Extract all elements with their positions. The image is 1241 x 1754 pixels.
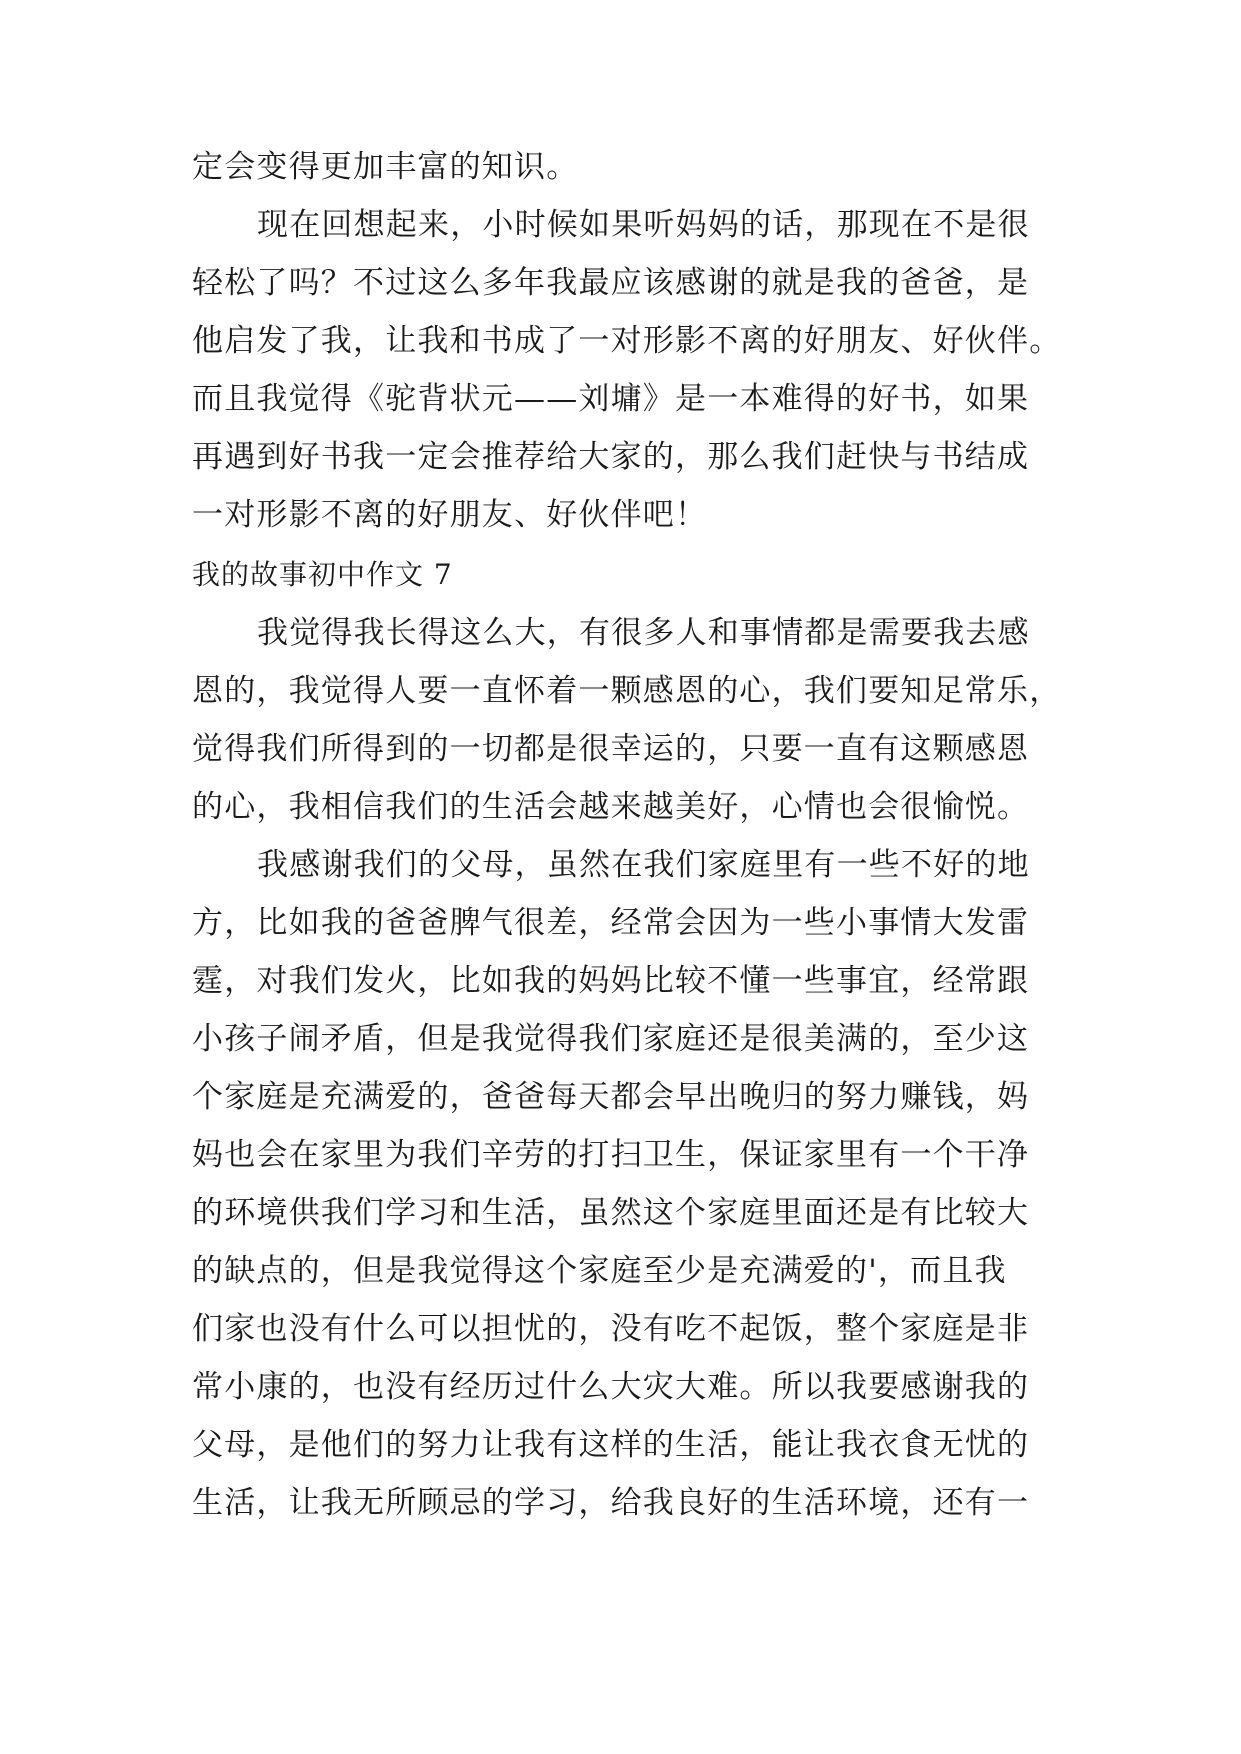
text-line: 们家也没有什么可以担忧的，没有吃不起饭，整个家庭是非 [192,1311,1030,1347]
text-line: 妈也会在家里为我们辛劳的打扫卫生，保证家里有一个干净 [192,1137,1030,1173]
text-line: 方，比如我的爸爸脾气很差，经常会因为一些小事情大发雷 [192,905,1030,941]
text-line: 一对形影不离的好朋友、好伙伴吧！ [192,497,708,533]
text-line: 霆，对我们发火，比如我的妈妈比较不懂一些事宜，经常跟 [192,963,1030,999]
text-line: 的缺点的，但是我觉得这个家庭至少是充满爱的'，而且我 [192,1253,1007,1289]
text-line: 现在回想起来，小时候如果听妈妈的话，那现在不是很 [257,207,1030,243]
text-line: 再遇到好书我一定会推荐给大家的，那么我们赶快与书结成 [192,439,1030,475]
text-line: 轻松了吗？不过这么多年我最应该感谢的就是我的爸爸，是 [192,265,1030,301]
text-line: 定会变得更加丰富的知识。 [192,149,579,185]
text-line: 小孩子闹矛盾，但是我觉得我们家庭还是很美满的，至少这 [192,1021,1030,1057]
text-line: 的心，我相信我们的生活会越来越美好，心情也会很愉悦。 [192,789,1030,825]
text-line: 恩的，我觉得人要一直怀着一颗感恩的心，我们要知足常乐， [192,673,1062,709]
text-line: 而且我觉得《驼背状元——刘墉》是一本难得的好书，如果 [192,381,1030,417]
text-line: 我觉得我长得这么大，有很多人和事情都是需要我去感 [257,615,1030,651]
text-line: 的环境供我们学习和生活，虽然这个家庭里面还是有比较大 [192,1195,1030,1231]
section-heading: 我的故事初中作文 7 [192,558,453,591]
text-line: 个家庭是充满爱的，爸爸每天都会早出晚归的努力赚钱，妈 [192,1079,1030,1115]
text-line: 父母，是他们的努力让我有这样的生活，能让我衣食无忧的 [192,1427,1030,1463]
text-line: 常小康的，也没有经历过什么大灾大难。所以我要感谢我的 [192,1369,1030,1405]
text-line: 我感谢我们的父母，虽然在我们家庭里有一些不好的地 [257,847,1030,883]
text-line: 觉得我们所得到的一切都是很幸运的，只要一直有这颗感恩 [192,731,1030,767]
text-line: 生活，让我无所顾忌的学习，给我良好的生活环境，还有一 [192,1485,1030,1521]
text-line: 他启发了我，让我和书成了一对形影不离的好朋友、好伙伴。 [192,323,1062,359]
